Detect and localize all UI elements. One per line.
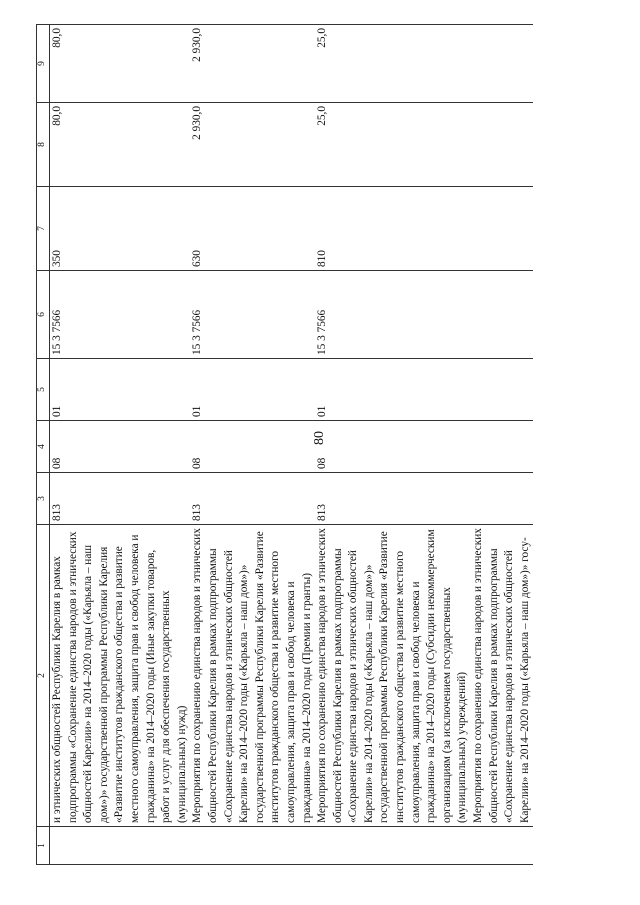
cell-expense-type: 810 <box>315 187 471 271</box>
cell-admin-code: 813 <box>315 473 471 525</box>
col-header-3: 3 <box>37 473 50 525</box>
col-header-2: 2 <box>37 525 50 827</box>
col-header-7: 7 <box>37 187 50 271</box>
cell-description: Мероприятия по сохранению единства народов и этнических общностей Республики Карелия в рамках подпрограммы «Сохранение единства народов и этнических общностей Карелии» на 2014–2020 годы («Карьяла – наш дом»)» госу- <box>471 525 533 827</box>
cell-admin-code: 813 <box>50 473 191 525</box>
budget-table <box>36 24 533 865</box>
cell-amount: 2 930,0 <box>190 103 315 187</box>
cell-amount-total: 2 930,0 <box>190 25 315 103</box>
table-row <box>315 25 471 865</box>
cell-target-item: 15 3 7566 <box>50 271 191 359</box>
cell-section: 08 <box>315 421 471 473</box>
cell-amount: 80,0 <box>50 103 191 187</box>
cell-expense-type <box>471 187 533 271</box>
cell-subsection <box>471 359 533 421</box>
table-row <box>471 25 533 865</box>
cell-amount-total <box>471 25 533 103</box>
cell-amount: 25,0 <box>315 103 471 187</box>
col-header-6: 6 <box>37 271 50 359</box>
cell-amount-total: 25,0 <box>315 25 471 103</box>
cell-section <box>471 421 533 473</box>
col-header-1: 1 <box>37 827 50 865</box>
col-header-5: 5 <box>37 359 50 421</box>
col-header-9: 9 <box>37 25 50 103</box>
cell-amount <box>471 103 533 187</box>
col-header-8: 8 <box>37 103 50 187</box>
cell-subsection: 01 <box>50 359 191 421</box>
page-number: 80 <box>312 431 327 445</box>
cell-description: и этнических общностей Республики Карелия в рамках подпрограммы «Сохранение единства народов и этнических общностей Карелии» на 2014–2020 годы («Карьяла – наш дом»)» государственной программы Республики Карелия «Развитие институтов гражданского общества и развитие местного самоуправления, защита прав и свобод человека и гражданина» на 2014–2020 годы (Иные закупки товаров, работ и услуг для обеспечения государственных (муниципальных) нужд) <box>50 525 191 827</box>
cell-subsection: 01 <box>315 359 471 421</box>
cell-expense-type: 350 <box>50 187 191 271</box>
rotated-page-content <box>36 25 636 865</box>
column-number-header <box>37 25 50 865</box>
cell-subsection: 01 <box>190 359 315 421</box>
cell-description: Мероприятия по сохранению единства народов и этнических общностей Республики Карелия в рамках подпрограммы «Сохранение единства народов и этнических общностей Карелии» на 2014–2020 годы («Карьяла – наш дом»)» государственной программы Республики Карелия «Развитие институтов гражданского общества и развитие местного самоуправления, защита прав и свобод человека и гражданина» на 2014–2020 годы (Премии и гранты) <box>190 525 315 827</box>
col-header-4: 4 <box>37 421 50 473</box>
cell-index <box>471 827 533 865</box>
cell-section: 08 <box>190 421 315 473</box>
cell-admin-code <box>471 473 533 525</box>
cell-index <box>190 827 315 865</box>
cell-target-item: 15 3 7566 <box>190 271 315 359</box>
cell-index <box>315 827 471 865</box>
cell-target-item <box>471 271 533 359</box>
cell-target-item: 15 3 7566 <box>315 271 471 359</box>
cell-section: 08 <box>50 421 191 473</box>
cell-expense-type: 630 <box>190 187 315 271</box>
cell-description: Мероприятия по сохранению единства народов и этнических общностей Республики Карелия в рамках подпрограммы «Сохранение единства народов и этнических общностей Карелии» на 2014–2020 годы («Карьяла – наш дом»)» государственной программы Республики Карелия «Развитие институтов гражданского общества и развитие местного самоуправления, защита прав и свобод человека и гражданина» на 2014–2020 годы (Субсидии некоммерческим организациям (за исключением государственных (муниципальных) учреждений) <box>315 525 471 827</box>
table-row <box>50 25 191 865</box>
cell-admin-code: 813 <box>190 473 315 525</box>
table-row <box>190 25 315 865</box>
cell-amount-total: 80,0 <box>50 25 191 103</box>
cell-index <box>50 827 191 865</box>
